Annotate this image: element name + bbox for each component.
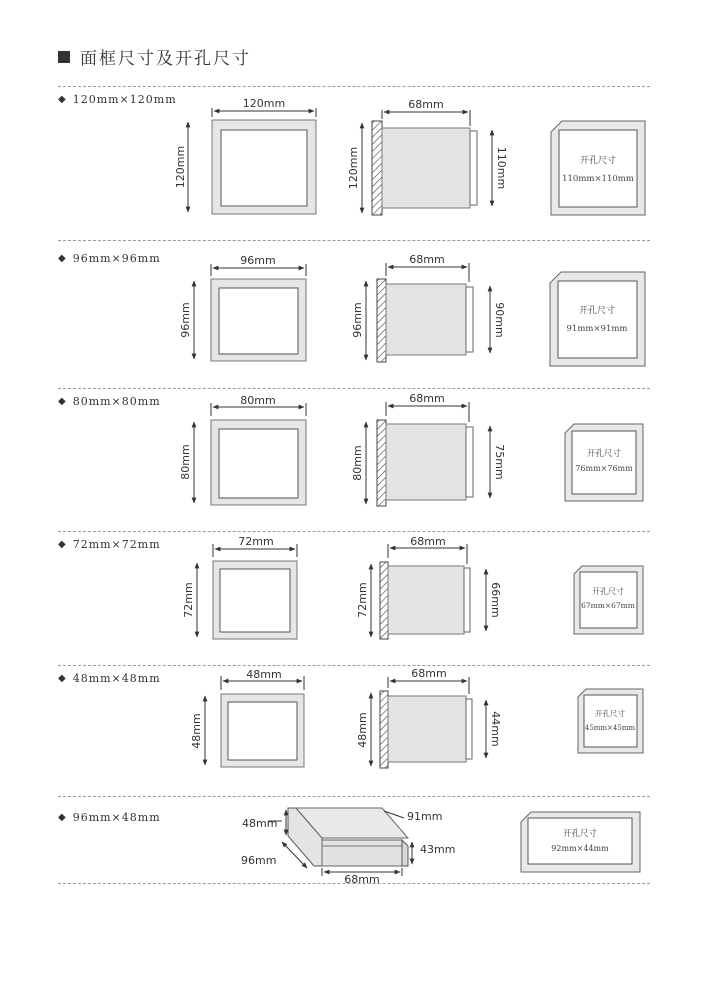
iso-top-depth-label: 91mm bbox=[407, 810, 443, 823]
section-size-label: 96mm×96mm bbox=[72, 252, 161, 265]
side-height-label: 96mm bbox=[351, 302, 364, 338]
cutout-label: 开孔尺寸 bbox=[592, 587, 624, 596]
side-view-48 bbox=[356, 667, 502, 768]
diamond-bullet-icon: ◆ bbox=[58, 673, 67, 684]
iso-view-96x48 bbox=[241, 808, 455, 886]
front-height-label: 72mm bbox=[182, 582, 195, 618]
cutout-label: 开孔尺寸 bbox=[586, 449, 622, 459]
front-width-label: 72mm bbox=[238, 535, 274, 548]
side-height-label: 80mm bbox=[351, 445, 364, 481]
cutout-label: 开孔尺寸 bbox=[578, 306, 616, 316]
diamond-bullet-icon: ◆ bbox=[58, 94, 67, 105]
cutout-label: 开孔尺寸 bbox=[579, 156, 617, 166]
front-width-label: 96mm bbox=[240, 254, 276, 267]
front-view-80 bbox=[179, 394, 306, 505]
front-height-label: 120mm bbox=[174, 145, 187, 189]
side-inner-label: 44mm bbox=[489, 711, 502, 747]
cutout-size: 67mm×67mm bbox=[581, 601, 635, 610]
iso-depth-label: 68mm bbox=[344, 873, 380, 886]
front-width-label: 48mm bbox=[246, 668, 282, 681]
side-depth-label: 68mm bbox=[408, 98, 444, 111]
front-width-label: 120mm bbox=[242, 97, 286, 110]
diamond-bullet-icon: ◆ bbox=[58, 396, 67, 407]
iso-height-label: 48mm bbox=[242, 817, 278, 830]
section-size-label: 96mm×48mm bbox=[72, 811, 161, 824]
iso-width-label: 96mm bbox=[241, 854, 277, 867]
section-size-label: 120mm×120mm bbox=[72, 93, 177, 106]
diamond-bullet-icon: ◆ bbox=[58, 253, 67, 264]
front-height-label: 96mm bbox=[179, 302, 192, 338]
side-depth-label: 68mm bbox=[409, 392, 445, 405]
cutout-72 bbox=[574, 566, 643, 634]
diamond-bullet-icon: ◆ bbox=[58, 539, 67, 550]
cutout-96x48 bbox=[521, 812, 640, 872]
iso-inner-height-label: 43mm bbox=[420, 843, 456, 856]
cutout-120 bbox=[551, 121, 645, 215]
side-inner-label: 75mm bbox=[493, 444, 506, 480]
side-height-label: 72mm bbox=[356, 582, 369, 618]
front-view-72 bbox=[182, 535, 297, 639]
front-width-label: 80mm bbox=[240, 394, 276, 407]
front-view-48 bbox=[190, 668, 304, 767]
front-height-label: 80mm bbox=[179, 444, 192, 480]
cutout-label: 开孔尺寸 bbox=[562, 829, 598, 839]
side-inner-label: 110mm bbox=[495, 146, 508, 190]
side-inner-label: 66mm bbox=[489, 582, 502, 618]
front-view-120 bbox=[174, 97, 316, 214]
side-inner-label: 90mm bbox=[493, 302, 506, 338]
side-view-120 bbox=[347, 98, 508, 215]
cutout-96 bbox=[550, 272, 645, 366]
cutout-size: 45mm×45mm bbox=[584, 724, 636, 732]
front-view-96 bbox=[179, 254, 306, 361]
diamond-bullet-icon: ◆ bbox=[58, 812, 67, 823]
front-height-label: 48mm bbox=[190, 713, 203, 749]
side-depth-label: 68mm bbox=[410, 535, 446, 548]
side-height-label: 48mm bbox=[356, 712, 369, 748]
cutout-size: 76mm×76mm bbox=[575, 464, 633, 473]
side-view-72 bbox=[356, 535, 502, 639]
cutout-size: 91mm×91mm bbox=[566, 324, 628, 334]
side-depth-label: 68mm bbox=[409, 253, 445, 266]
side-depth-label: 68mm bbox=[411, 667, 447, 680]
side-height-label: 120mm bbox=[347, 146, 360, 190]
side-view-80 bbox=[351, 392, 506, 506]
page-title: 面框尺寸及开孔尺寸 bbox=[80, 49, 251, 69]
side-view-96 bbox=[351, 253, 506, 362]
cutout-size: 92mm×44mm bbox=[551, 844, 609, 853]
cutout-label: 开孔尺寸 bbox=[595, 709, 625, 718]
section-size-label: 48mm×48mm bbox=[72, 672, 161, 685]
section-size-label: 72mm×72mm bbox=[72, 538, 161, 551]
section-size-label: 80mm×80mm bbox=[72, 395, 161, 408]
cutout-size: 110mm×110mm bbox=[562, 174, 634, 184]
cutout-80 bbox=[565, 424, 643, 501]
cutout-48 bbox=[578, 689, 643, 753]
